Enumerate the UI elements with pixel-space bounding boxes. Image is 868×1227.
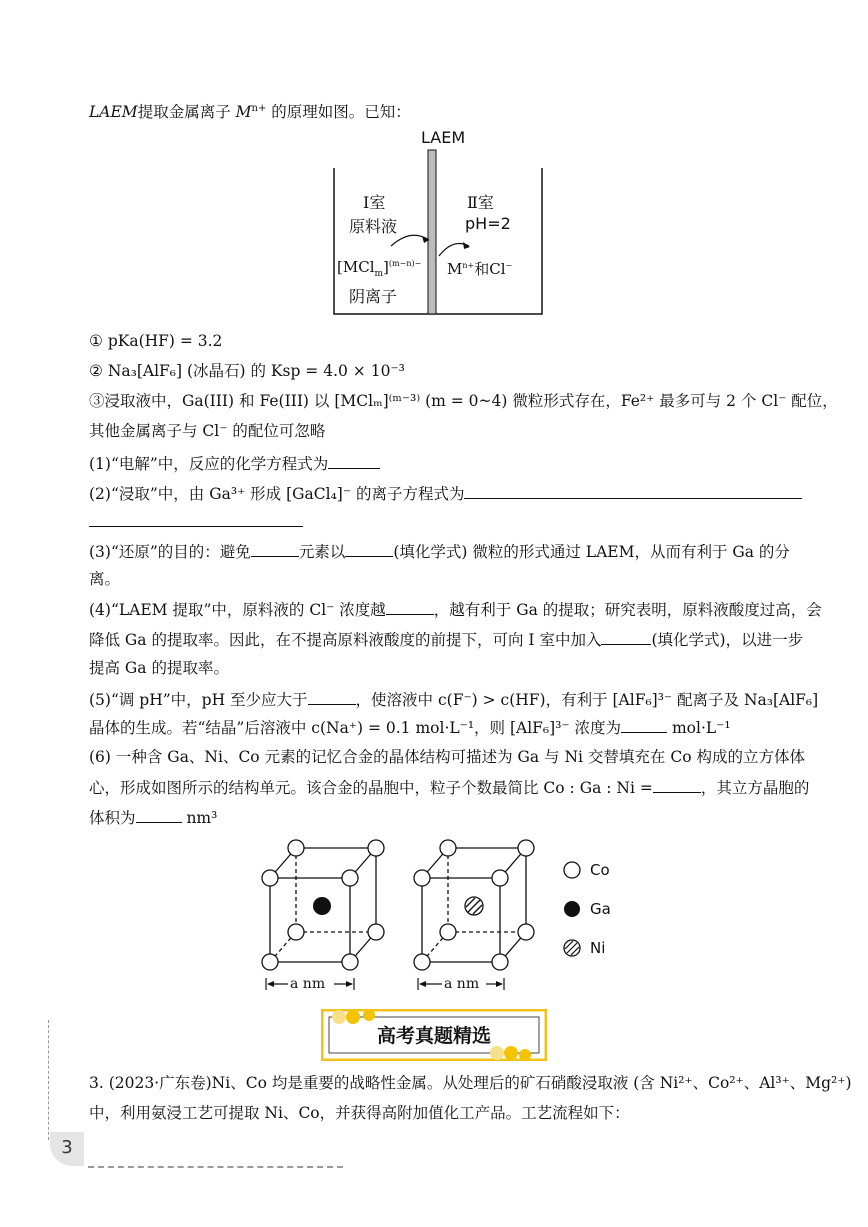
product-ion: M (447, 260, 463, 278)
complex-sup: (m−n)− (388, 259, 422, 268)
q1-text: (1)“电解”中，反应的化学方程式为 (89, 455, 329, 473)
complex-sub: m (374, 269, 384, 279)
question-4 (89, 598, 822, 621)
product-tail-sup: − (505, 261, 513, 270)
question-2-cont (89, 510, 303, 533)
ni-atom (465, 897, 483, 915)
q4-text-d: (填化学式)，以进一步 (651, 631, 804, 649)
room1-sub: 原料液 (349, 217, 398, 236)
q3-line-2: 中，利用氨浸工艺可提取 Ni、Co，并获得高附加值化工产品。工艺流程如下： (89, 1104, 630, 1122)
answer-blank[interactable] (386, 598, 434, 615)
q6-unit: nm³ (186, 809, 218, 827)
room1-anion: 阴离子 (349, 287, 398, 306)
known-1: ① pKa(HF) = 3.2 (89, 332, 223, 350)
known-3: ③浸取液中，Ga(III) 和 Fe(III) 以 [MClₘ]⁽ᵐ⁻³⁾ (m = 0~4) 微粒形式存在，Fe²⁺ 最多可与 2 个 Cl⁻ 配位， (89, 392, 838, 410)
ion-sup: n+ (251, 103, 267, 114)
q3-text-b: 元素以 (298, 543, 346, 561)
q6-text-c: 体积为 (89, 809, 136, 827)
laem-text: LAEM (89, 103, 138, 122)
q3-line-1: 3. (2023·广东卷)Ni、Co 均是重要的战略性金属。从处理后的矿石硝酸浸取液 (含 Ni²⁺、Co²⁺、Al³⁺、Mg²⁺) (89, 1074, 852, 1092)
q5-text-b: ，使溶液中 c(F⁻) > c(HF)，有利于 [AlF₆]³⁻ 配离子及 Na₃[AlF₆] (355, 691, 819, 709)
question-5-cont (89, 716, 731, 739)
legend-ga-marker (564, 901, 580, 917)
membrane-label: LAEM (421, 128, 466, 147)
answer-blank[interactable] (345, 540, 393, 557)
question-4-cont2: 提高 Ga 的提取率。 (89, 659, 229, 677)
q4-text-a: (4)“LAEM 提取”中，原料液的 Cl⁻ 浓度越 (89, 601, 386, 619)
q6-text-a: 心，形成如图所示的结构单元。该合金的晶胞中，粒子个数最简比 Co : Ga : Ni = (89, 779, 653, 797)
intro-line (89, 98, 411, 123)
question-6-cont (89, 776, 809, 799)
complex-text: [MCl (337, 258, 375, 276)
margin-dash-line (48, 1020, 49, 1140)
q4-text-c: 降低 Ga 的提取率。因此，在不提高原料液酸度的前提下，可向 I 室中加入 (89, 631, 602, 649)
answer-blank[interactable] (89, 510, 303, 527)
product-sup: n+ (462, 261, 475, 270)
answer-blank[interactable] (251, 540, 299, 557)
legend-ni-marker (564, 940, 580, 956)
answer-blank[interactable] (308, 688, 356, 705)
laem-figure (333, 128, 543, 316)
intro-post: 的原理如图。已知： (271, 103, 411, 122)
room1-complex: $[MCl_m]^{(m-n)-}$ (337, 258, 422, 279)
question-4-cont (89, 628, 803, 651)
question-3-cont: 离。 (89, 570, 121, 588)
known-2: ② Na₃[AlF₆] (冰晶石) 的 Ksp = 4.0 × 10⁻³ (89, 362, 405, 380)
legend-ni: Ni (590, 939, 606, 957)
question-6: (6) 一种含 Ga、Ni、Co 元素的记忆合金的晶体结构可描述为 Ga 与 Ni 交替填充在 Co 构成的立方体体 (89, 748, 805, 766)
section-banner (321, 1009, 547, 1061)
question-2 (89, 482, 802, 505)
answer-blank[interactable] (136, 806, 182, 823)
dim-label-1: a nm (290, 976, 326, 992)
q3-text-c: (填化学式) 微粒的形式通过 LAEM，从而有利于 Ga 的分 (393, 543, 790, 561)
room2-product (447, 258, 512, 279)
intro-text: 提取金属离子 (137, 103, 231, 122)
ga-atom (313, 897, 331, 915)
q5-unit: mol·L⁻¹ (671, 719, 731, 737)
room1-title: Ⅰ室 (363, 193, 386, 212)
page-number: 3 (50, 1132, 84, 1166)
footer-dash-line (88, 1166, 343, 1168)
q5-text-a: (5)“调 pH”中，pH 至少应大于 (89, 691, 308, 709)
question-1 (89, 452, 380, 475)
room2-sub: pH=2 (465, 214, 511, 233)
answer-blank[interactable] (601, 628, 651, 645)
question-3 (89, 540, 790, 563)
answer-blank[interactable] (464, 482, 802, 499)
question-6-cont2 (89, 806, 217, 829)
answer-blank[interactable] (328, 452, 380, 469)
legend-co: Co (590, 861, 610, 879)
room2-title: Ⅱ室 (467, 193, 494, 212)
q5-text-c: 晶体的生成。若“结晶”后溶液中 c(Na⁺) = 0.1 mol·L⁻¹，则 [AlF₆]³⁻ 浓度为 (89, 719, 622, 737)
legend-ga: Ga (590, 900, 611, 918)
crystal-figure (258, 838, 678, 998)
legend-co-marker (564, 862, 580, 878)
dim-label-2: a nm (444, 976, 480, 992)
banner-title: 高考真题精选 (376, 1025, 491, 1047)
answer-blank[interactable] (653, 776, 701, 793)
q2-text: (2)“浸取”中，由 Ga³⁺ 形成 [GaCl₄]⁻ 的离子方程式为 (89, 485, 465, 503)
known-4: 其他金属离子与 Cl⁻ 的配位可忽略 (89, 422, 326, 440)
q6-text-b: ，其立方晶胞的 (700, 779, 810, 797)
ion-symbol: M (235, 103, 252, 122)
q3-text-a: (3)“还原”的目的：避免 (89, 543, 251, 561)
answer-blank[interactable] (621, 716, 667, 733)
product-tail: 和Cl (474, 260, 506, 278)
question-5 (89, 688, 818, 711)
q4-text-b: ，越有利于 Ga 的提取；研究表明，原料液酸度过高，会 (433, 601, 822, 619)
